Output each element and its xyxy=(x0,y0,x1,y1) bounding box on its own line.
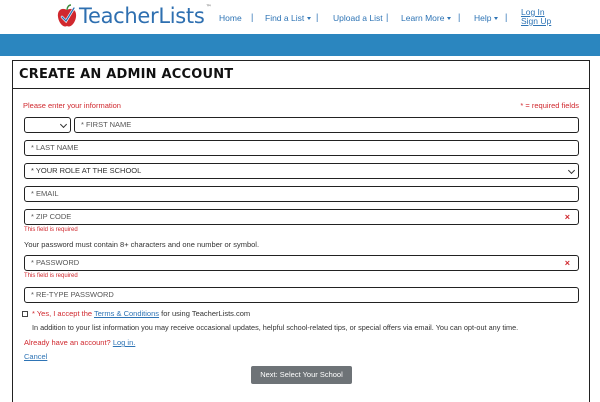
password-hint: Your password must contain 8+ characters and one number or symbol. xyxy=(24,240,260,249)
zip-code-placeholder: * ZIP CODE xyxy=(31,212,72,221)
zip-code-input[interactable] xyxy=(24,209,579,225)
have-account-text xyxy=(24,338,135,347)
nav-find-a-list-label: Find a List xyxy=(265,13,305,23)
email-opt-in-notice: In addition to your list information you may receive occasional updates, helpful school-related tips, or special offers via email. You can opt-out any time. xyxy=(32,323,519,332)
role-select-value: * YOUR ROLE AT THE SCHOOL xyxy=(31,166,142,175)
caret-down-icon xyxy=(447,17,451,20)
auth-links xyxy=(521,8,551,26)
terms-accept-prefix: * Yes, I accept the xyxy=(32,309,94,318)
terms-checkbox[interactable] xyxy=(22,311,28,317)
terms-link[interactable]: Terms & Conditions xyxy=(94,309,160,318)
nav-learn-more[interactable] xyxy=(401,13,451,23)
login-link-form[interactable]: Log in. xyxy=(112,338,136,347)
teacherlists-logo[interactable] xyxy=(56,2,211,30)
logo-wordmark: TeacherLists™ xyxy=(79,4,212,28)
error-x-icon: × xyxy=(564,258,570,268)
caret-down-icon xyxy=(307,17,311,20)
nav-find-a-list[interactable] xyxy=(265,13,311,23)
admin-account-form xyxy=(12,60,590,402)
nav-separator: | xyxy=(251,12,254,22)
nav-help-label: Help xyxy=(474,13,492,23)
page-title: CREATE AN ADMIN ACCOUNT xyxy=(19,67,234,82)
nav-separator: | xyxy=(316,12,319,22)
caret-down-icon xyxy=(494,17,498,20)
form-prompt: Please enter your information xyxy=(23,101,121,110)
prefix-select[interactable] xyxy=(24,117,71,133)
first-name-input[interactable]: * FIRST NAME xyxy=(74,117,579,133)
password-error: This field is required xyxy=(24,273,78,279)
nav-separator: | xyxy=(386,12,389,22)
nav-upload-a-list[interactable]: Upload a List xyxy=(333,13,383,23)
next-select-school-button[interactable]: Next: Select Your School xyxy=(251,366,352,384)
signup-link[interactable]: Sign Up xyxy=(521,16,552,26)
cancel-link[interactable]: Cancel xyxy=(24,352,48,361)
zip-code-error: This field is required xyxy=(24,227,78,233)
retype-password-input[interactable]: * RE-TYPE PASSWORD xyxy=(24,287,579,303)
header-band xyxy=(0,34,600,56)
role-select[interactable] xyxy=(24,163,579,179)
terms-accept-suffix: for using TeacherLists.com xyxy=(159,309,251,318)
required-fields-note: * = required fields xyxy=(520,101,579,110)
form-title-bar xyxy=(13,61,589,89)
password-placeholder: * PASSWORD xyxy=(31,258,80,267)
chevron-down-icon xyxy=(568,167,575,174)
nav-home[interactable]: Home xyxy=(219,13,242,23)
error-x-icon: × xyxy=(564,212,570,222)
have-account-label: Already have an account? xyxy=(24,338,113,347)
nav-separator: | xyxy=(458,12,461,22)
password-input[interactable] xyxy=(24,255,579,271)
login-link[interactable]: Log In xyxy=(521,7,545,17)
nav-learn-more-label: Learn More xyxy=(401,13,445,23)
email-input[interactable]: * EMAIL xyxy=(24,186,579,202)
nav-separator: | xyxy=(505,12,508,22)
apple-check-icon xyxy=(56,3,78,29)
nav-help[interactable] xyxy=(474,13,498,23)
last-name-input[interactable]: * LAST NAME xyxy=(24,140,579,156)
site-header xyxy=(0,0,600,34)
terms-acceptance xyxy=(32,309,250,318)
chevron-down-icon xyxy=(60,121,67,128)
